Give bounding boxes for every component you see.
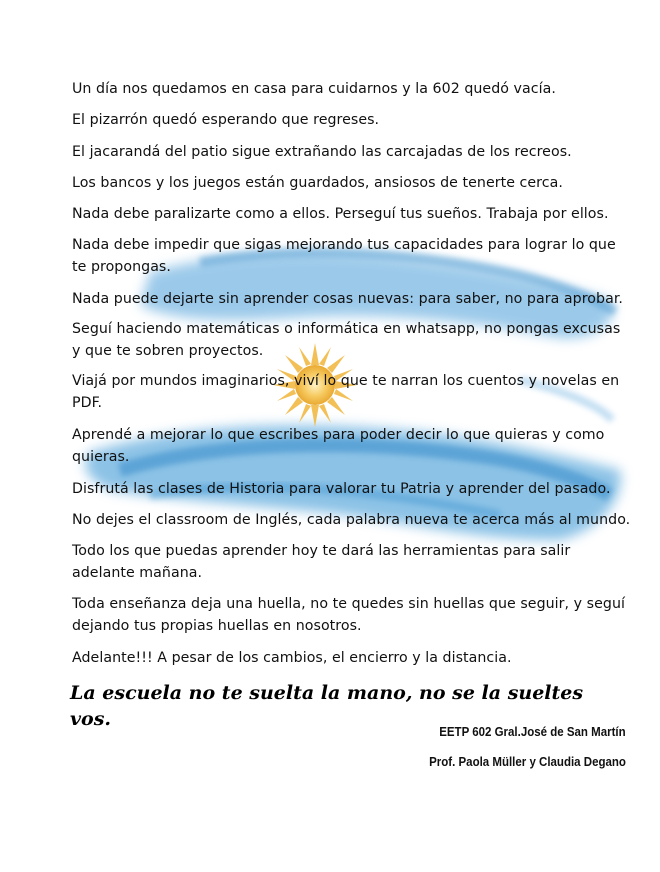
paragraph: Un día nos quedamos en casa para cuidarnos y la 602 quedó vacía. bbox=[72, 81, 556, 97]
paragraph: Disfrutá las clases de Historia para valorar tu Patria y aprender del pasado. bbox=[72, 481, 611, 497]
paragraph: No dejes el classroom de Inglés, cada palabra nueva te acerca más al mundo. bbox=[72, 512, 631, 528]
paragraph: Todo los que puedas aprender hoy te dará las herramientas para salir adelante mañana. bbox=[72, 543, 571, 581]
paragraph: Nada debe impedir que sigas mejorando tus capacidades para lograr lo que te propongas. bbox=[72, 237, 616, 275]
paragraph: Toda enseñanza deja una huella, no te quedes sin huellas que seguir, y seguí dejando tus propias huellas en nosotros. bbox=[72, 596, 625, 634]
paragraph: Los bancos y los juegos están guardados, ansiosos de tenerte cerca. bbox=[72, 175, 563, 191]
motto: La escuela no te suelta la mano, no se la sueltes vos. bbox=[70, 682, 584, 730]
paragraph: Viajá por mundos imaginarios, viví lo que te narran los cuentos y novelas en PDF. bbox=[72, 373, 620, 411]
paragraph: Seguí haciendo matemáticas o informática en whatsapp, no pongas excusas y que te sobren proyectos. bbox=[72, 321, 621, 359]
paragraph: Nada debe paralizarte como a ellos. Perseguí tus sueños. Trabaja por ellos. bbox=[72, 206, 609, 222]
school-signature: EETP 602 Gral.José de San Martín bbox=[439, 725, 626, 739]
paragraph: Aprendé a mejorar lo que escribes para poder decir lo que quieras y como quieras. bbox=[72, 427, 605, 465]
paragraph: El jacarandá del patio sigue extrañando las carcajadas de los recreos. bbox=[72, 144, 572, 160]
paragraph: Nada puede dejarte sin aprender cosas nuevas: para saber, no para aprobar. bbox=[72, 291, 623, 307]
paragraph: El pizarrón quedó esperando que regreses. bbox=[72, 112, 380, 128]
paragraph: Adelante!!! A pesar de los cambios, el encierro y la distancia. bbox=[72, 650, 512, 666]
teachers-signature: Prof. Paola Müller y Claudia Degano bbox=[429, 755, 626, 769]
